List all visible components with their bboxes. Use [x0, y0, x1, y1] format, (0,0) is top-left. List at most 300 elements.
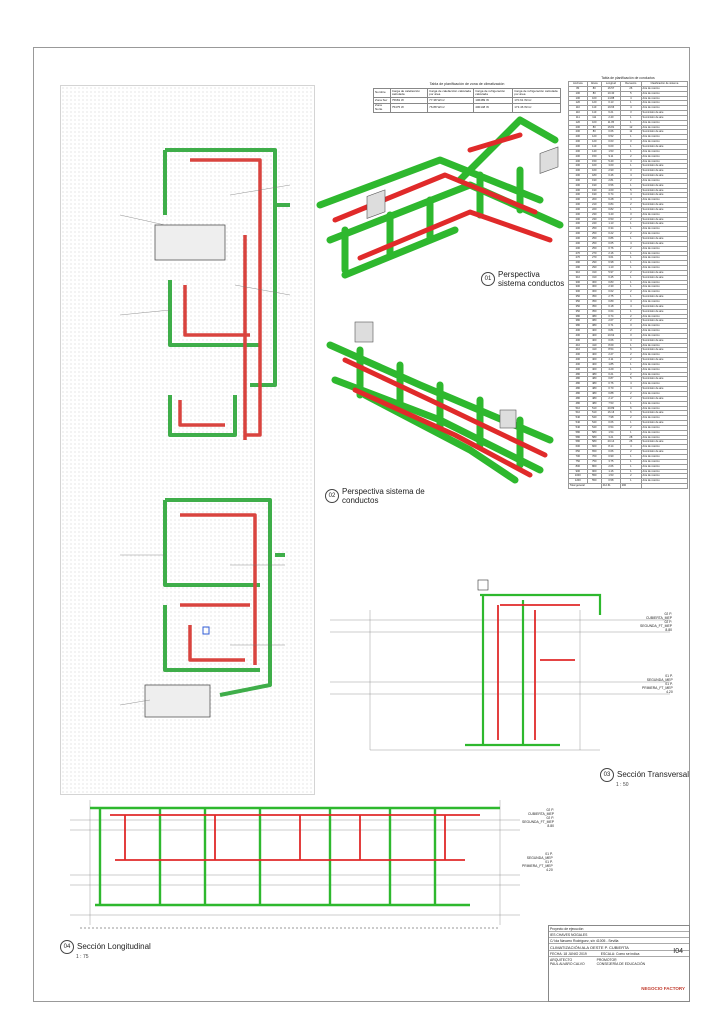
cell: 4 — [620, 387, 641, 392]
level-text: PRIMERA_FT_MEP — [522, 864, 553, 868]
cell: 2 — [620, 450, 641, 455]
cell: 2.90 — [601, 169, 620, 174]
cell: 1 — [620, 222, 641, 227]
plan-return-upper — [180, 160, 260, 440]
cell: 0.83 — [601, 280, 620, 285]
cell: Aire de retorno — [641, 135, 687, 140]
cell: 350 — [587, 304, 601, 309]
cell: 120 — [587, 101, 601, 106]
cell: 480 — [569, 382, 588, 387]
cell: 11.05 — [601, 120, 620, 125]
cell: Suministro de aire — [641, 319, 687, 324]
cell: 200 — [569, 154, 588, 159]
cell: Aire de retorno — [641, 299, 687, 304]
cell: 1 — [620, 430, 641, 435]
cell: 120 — [569, 120, 588, 125]
cell: 350 — [587, 309, 601, 314]
cell: Aire de retorno — [641, 454, 687, 459]
cell: 19.66 — [601, 106, 620, 111]
cell: 1 — [620, 362, 641, 367]
cell: 3 — [620, 212, 641, 217]
cell: 200 — [569, 164, 588, 169]
cell: 200 — [569, 203, 588, 208]
cell: 8.54 — [601, 348, 620, 353]
cell: 200 — [569, 212, 588, 217]
cell: 200 — [569, 149, 588, 154]
cell: 1 — [620, 251, 641, 256]
duct-table-body — [569, 86, 688, 483]
cell: 400 — [569, 338, 588, 343]
cell: 12 — [620, 125, 641, 130]
cell: Aire de retorno — [641, 392, 687, 397]
cell: Suministro de aire — [641, 183, 687, 188]
view-number-02: 02 — [325, 489, 339, 503]
company-logo: NEGOCIO FACTORY — [641, 986, 685, 991]
cell: 140 — [587, 149, 601, 154]
cell: 380 — [587, 314, 601, 319]
author-name: PAUL ALVARO CALVO — [550, 962, 585, 966]
cell: Aire de retorno — [641, 314, 687, 319]
cell: 2.66 — [601, 464, 620, 469]
cell: 400 — [587, 333, 601, 338]
cell: 400 — [569, 367, 588, 372]
cell: 200 — [569, 193, 588, 198]
cell: Aire de retorno — [641, 178, 687, 183]
cell: 410 — [569, 348, 588, 353]
cell: Suministro de aire — [641, 387, 687, 392]
cell: 0.74 — [601, 314, 620, 319]
cell: 290 — [569, 266, 588, 271]
cell: 310 — [587, 275, 601, 280]
cell: 1 — [620, 464, 641, 469]
cell: 1.53 — [601, 149, 620, 154]
zone-table-title: Tabla de planificación de zona de climatización — [429, 82, 505, 86]
cell: 1 — [620, 459, 641, 464]
cell: 2 — [620, 425, 641, 430]
cell: 650 — [569, 450, 588, 455]
cell: 1 — [620, 144, 641, 149]
cell: 250 — [587, 246, 601, 251]
cell: 4.60 — [601, 188, 620, 193]
cell: 230 — [587, 212, 601, 217]
cell: 11 — [620, 130, 641, 135]
duct-col-height: Altura — [587, 82, 601, 87]
cell: 6.21 — [601, 111, 620, 116]
cell: 2 — [620, 178, 641, 183]
cell: 28 — [620, 435, 641, 440]
cell: 4 — [620, 193, 641, 198]
level-text: PRIMERA_FT_MEP — [642, 686, 673, 690]
cell: 700 — [587, 454, 601, 459]
date-label: FECHA: 18 JUNIO 2019 — [550, 951, 587, 956]
cell: 2 — [620, 319, 641, 324]
cell: 380 — [569, 319, 588, 324]
cell: 750 — [587, 459, 601, 464]
view-number-03: 03 — [600, 768, 614, 782]
cell: 6.00 — [601, 144, 620, 149]
cell: 350 — [587, 295, 601, 300]
cell: 380 — [587, 319, 601, 324]
cell: 400 — [587, 358, 601, 363]
cell: 480 — [587, 372, 601, 377]
promoter-label: PROMOTOR — [596, 958, 617, 962]
cell: 2 — [620, 217, 641, 222]
cell: 190 — [587, 178, 601, 183]
cell: 200 — [569, 198, 588, 203]
duct-total-row — [569, 484, 688, 489]
cell: 4 — [620, 338, 641, 343]
cell: 4 — [620, 382, 641, 387]
cell: 110 — [587, 106, 601, 111]
cell: 80 — [587, 91, 601, 96]
cell: 200 — [569, 183, 588, 188]
cell: 150 — [587, 154, 601, 159]
cell: 111 — [569, 115, 588, 120]
level-text: 4.20 — [666, 690, 673, 694]
cell: 1.85 — [601, 362, 620, 367]
cell: 200 — [569, 144, 588, 149]
cell: 190 — [587, 188, 601, 193]
cell: 16.81 — [601, 125, 620, 130]
cell: 0.53 — [601, 217, 620, 222]
cell: 200 — [569, 174, 588, 179]
cell: 2 — [620, 353, 641, 358]
cell: 1 — [620, 261, 641, 266]
cell: 106489 W — [474, 98, 513, 104]
cell: Aire de retorno — [641, 445, 687, 450]
cell: Aire de retorno — [641, 464, 687, 469]
cell: Suministro de aire — [641, 174, 687, 179]
cell: 290 — [569, 261, 588, 266]
view-title-03: Sección Transversal — [617, 770, 690, 780]
level-text: 01 P. — [665, 682, 673, 686]
cell: Suministro de aire — [641, 411, 687, 416]
cell: Suministro de aire — [641, 309, 687, 314]
cell: 5 — [620, 91, 641, 96]
cell: Aire de retorno — [641, 382, 687, 387]
cell: Suministro de aire — [641, 164, 687, 169]
cell: 1 — [620, 164, 641, 169]
cell: 410 — [569, 343, 588, 348]
cell: 550 — [587, 474, 601, 479]
cell: Suministro de aire — [641, 203, 687, 208]
cell: Aire de retorno — [641, 362, 687, 367]
cell: 1 — [620, 207, 641, 212]
cell: 1 — [620, 275, 641, 280]
cell: 180 — [587, 174, 601, 179]
cell: 480 — [587, 396, 601, 401]
cell: 540 — [569, 421, 588, 426]
cell: 173.46 W/m² — [513, 103, 561, 112]
cell: 4 — [620, 159, 641, 164]
level-text: CUBIERTA_MEP — [527, 812, 555, 816]
cell: 0.34 — [601, 227, 620, 232]
cell: 250 — [587, 241, 601, 246]
cell: 300 — [587, 280, 601, 285]
cell: 400 — [569, 353, 588, 358]
cell: Aire de retorno — [641, 120, 687, 125]
cell: 580 — [587, 430, 601, 435]
cell: 2.27 — [601, 353, 620, 358]
cell: Suministro de aire — [641, 222, 687, 227]
cell: 2 — [620, 474, 641, 479]
cell: 120 — [587, 140, 601, 145]
cell: 2 — [620, 416, 641, 421]
cell: 100 — [569, 96, 588, 101]
level-text: 8.80 — [547, 824, 555, 828]
cell: Aire de retorno — [641, 251, 687, 256]
cell: Aire de retorno — [641, 290, 687, 295]
cell: 250 — [587, 237, 601, 242]
cell: Suministro de aire — [641, 275, 687, 280]
cell: 200 — [569, 222, 588, 227]
cell: 0.76 — [601, 382, 620, 387]
cell: Suministro de aire — [641, 304, 687, 309]
level-marker — [522, 808, 554, 828]
cell: 200 — [569, 169, 588, 174]
cell: Aire de retorno — [641, 479, 687, 484]
cell: 2 — [620, 329, 641, 334]
cell: 750 — [569, 459, 588, 464]
cell: 1 — [620, 149, 641, 154]
level-text: 02 P. — [546, 808, 555, 812]
cell: 0.62 — [601, 290, 620, 295]
cell: 380 — [569, 324, 588, 329]
level-text: 01 P. — [665, 674, 673, 678]
cell: 0.76 — [601, 246, 620, 251]
cell: 580 — [587, 440, 601, 445]
cell: Aire de retorno — [641, 469, 687, 474]
cell: 200 — [569, 217, 588, 222]
cell: Aire de retorno — [641, 285, 687, 290]
cell: 1 — [620, 309, 641, 314]
cell: 270 — [587, 251, 601, 256]
cell: Suministro de aire — [641, 217, 687, 222]
cell: Suministro de aire — [641, 450, 687, 455]
cell: Aire de retorno — [641, 149, 687, 154]
cell: Aire de retorno — [641, 367, 687, 372]
cell: 2 — [620, 203, 641, 208]
cell: Aire de retorno — [641, 125, 687, 130]
view-number-04: 04 — [60, 940, 74, 954]
duct-schedule-table — [568, 81, 688, 489]
cell: 0.46 — [601, 174, 620, 179]
cell: 1 — [620, 295, 641, 300]
cell: 8.69 — [601, 343, 620, 348]
cell: 100 — [569, 91, 588, 96]
cell: 1 — [620, 285, 641, 290]
cell: 200 — [569, 140, 588, 145]
level-text: 02 P. — [664, 612, 673, 616]
cell: Aire de retorno — [641, 324, 687, 329]
cell: Suministro de aire — [641, 421, 687, 426]
cell: 540 — [569, 416, 588, 421]
cell: 2 — [620, 314, 641, 319]
level-text: 02 P. — [546, 816, 555, 820]
cell: 1 — [620, 115, 641, 120]
cell: 1200 — [569, 479, 588, 484]
cell: 3 — [620, 111, 641, 116]
level-text: 02 P. — [664, 620, 673, 624]
cell: 410 — [587, 348, 601, 353]
cell: 290 — [587, 266, 601, 271]
cell: 1 — [620, 266, 641, 271]
cell: 0.22 — [601, 232, 620, 237]
cell: Aire de retorno — [641, 372, 687, 377]
cell: 2.40 — [601, 115, 620, 120]
cell: 10.40 — [601, 91, 620, 96]
level-text: 01 P. — [545, 860, 553, 864]
cell: 580 — [587, 435, 601, 440]
cell: 0.58 — [601, 479, 620, 484]
cell: 3 — [620, 169, 641, 174]
cell: 0.13 — [601, 101, 620, 106]
cell: 1 — [620, 479, 641, 484]
cell: 210 — [587, 203, 601, 208]
cell: 400 — [569, 358, 588, 363]
cell: 110 — [569, 106, 588, 111]
cell: 1.53 — [601, 474, 620, 479]
cell: 1.13 — [601, 222, 620, 227]
cell: 2.81 — [601, 178, 620, 183]
cell: 800 — [569, 464, 588, 469]
level-text: 8.80 — [665, 628, 673, 632]
scale-label: ESCALA: Como se indica — [600, 951, 640, 956]
cell: 110 — [587, 144, 601, 149]
cell: 2.67 — [601, 319, 620, 324]
cell: Aire de retorno — [641, 459, 687, 464]
total-label: Total general — [569, 484, 602, 489]
cell: 1.10 — [601, 266, 620, 271]
view-title-02: Perspectiva sistema de conductos — [342, 487, 425, 505]
cell: 14.88 — [601, 96, 620, 101]
cell: Aire de retorno — [641, 227, 687, 232]
cell: 2.17 — [601, 396, 620, 401]
level-text: SEGUNDA_FT_MEP — [640, 624, 673, 628]
cell: Suministro de aire — [641, 188, 687, 193]
cell: 200 — [569, 130, 588, 135]
cell: 1 — [620, 227, 641, 232]
cell: 76.88 W/m² — [428, 103, 474, 112]
cell: 250 — [587, 232, 601, 237]
cell: Suministro de aire — [641, 144, 687, 149]
cell: 2 — [620, 232, 641, 237]
cell: 4 — [620, 445, 641, 450]
cell: 300 — [587, 290, 601, 295]
cell: Aire de retorno — [641, 261, 687, 266]
cell: Zona Norte — [374, 103, 391, 112]
plan-ducts — [60, 85, 315, 795]
cell: 2 — [620, 372, 641, 377]
cell: 600 — [587, 445, 601, 450]
cell: Aire de retorno — [641, 266, 687, 271]
cell: 0.81 — [601, 329, 620, 334]
cell: 7.53 — [601, 401, 620, 406]
cell: 700 — [569, 454, 588, 459]
cell: 5 — [620, 188, 641, 193]
cell: 80 — [587, 86, 601, 91]
level-text: 01 P. — [545, 852, 553, 856]
cell: 16.16 — [601, 411, 620, 416]
cell: 480 — [587, 392, 601, 397]
cell: Aire de retorno — [641, 333, 687, 338]
cell: 0.88 — [601, 392, 620, 397]
cell: Suministro de aire — [641, 111, 687, 116]
cell: 220 — [587, 207, 601, 212]
cell: 400 — [569, 333, 588, 338]
cell: 10.62 — [601, 333, 620, 338]
cell: Suministro de aire — [641, 358, 687, 363]
cell: 510 — [569, 406, 588, 411]
plan-ahu-upper — [155, 225, 225, 260]
cell: 170.61 W/m² — [513, 98, 561, 104]
cell: 2.11 — [601, 358, 620, 363]
cell: 580 — [569, 430, 588, 435]
total-length: 412.61 — [601, 484, 620, 489]
cell: 120 — [587, 135, 601, 140]
cell: 6.45 — [601, 275, 620, 280]
cell: 0.66 — [601, 130, 620, 135]
cell: 1 — [620, 343, 641, 348]
cell: 100 — [587, 120, 601, 125]
cell: Suministro de aire — [641, 115, 687, 120]
cell: 0.54 — [601, 425, 620, 430]
cell: 200 — [569, 246, 588, 251]
cell: 0.86 — [601, 237, 620, 242]
cell: Suministro de aire — [641, 270, 687, 275]
cell: 0.71 — [601, 324, 620, 329]
cell: 4 — [620, 299, 641, 304]
cell: 4.29 — [601, 367, 620, 372]
cell: 1 — [620, 237, 641, 242]
cell: 3 — [620, 333, 641, 338]
level-text: CUBIERTA_MEP — [645, 616, 673, 620]
level-text: 4.20 — [546, 868, 553, 872]
plan-return-lower — [180, 515, 255, 665]
cell: 75681 W — [390, 98, 427, 104]
cell: 2.16 — [601, 251, 620, 256]
level-text: SEGUNDA_FT_MEP — [522, 820, 555, 824]
cell: Aire de retorno — [641, 232, 687, 237]
cell: 5.97 — [601, 270, 620, 275]
cell: 300 — [569, 280, 588, 285]
level-marker — [640, 612, 672, 632]
cell: Aire de retorno — [641, 416, 687, 421]
cell: Zona Sur — [374, 98, 391, 104]
cell: 0.70 — [601, 387, 620, 392]
cell: 4 — [620, 106, 641, 111]
cell: Aire de retorno — [641, 101, 687, 106]
cell: 2 — [620, 392, 641, 397]
cell: 0.84 — [601, 203, 620, 208]
cell: 3.21 — [601, 435, 620, 440]
cell: Aire de retorno — [641, 435, 687, 440]
cell: 400 — [569, 329, 588, 334]
zone-col-cool-area: Carga de refrigeración calculada por área — [513, 89, 561, 98]
view-scale-04: 1 : 75 — [76, 954, 89, 960]
cell: Suministro de aire — [641, 207, 687, 212]
view-scale-03: 1 : 50 — [616, 782, 629, 788]
cell: 510 — [587, 406, 601, 411]
cell: 350 — [569, 299, 588, 304]
cell: Aire de retorno — [641, 343, 687, 348]
cell: Aire de retorno — [641, 212, 687, 217]
cell: 0.66 — [601, 450, 620, 455]
cell: 16.57 — [601, 86, 620, 91]
cell: Aire de retorno — [641, 425, 687, 430]
cell: 4 — [620, 96, 641, 101]
cell: 80 — [587, 125, 601, 130]
